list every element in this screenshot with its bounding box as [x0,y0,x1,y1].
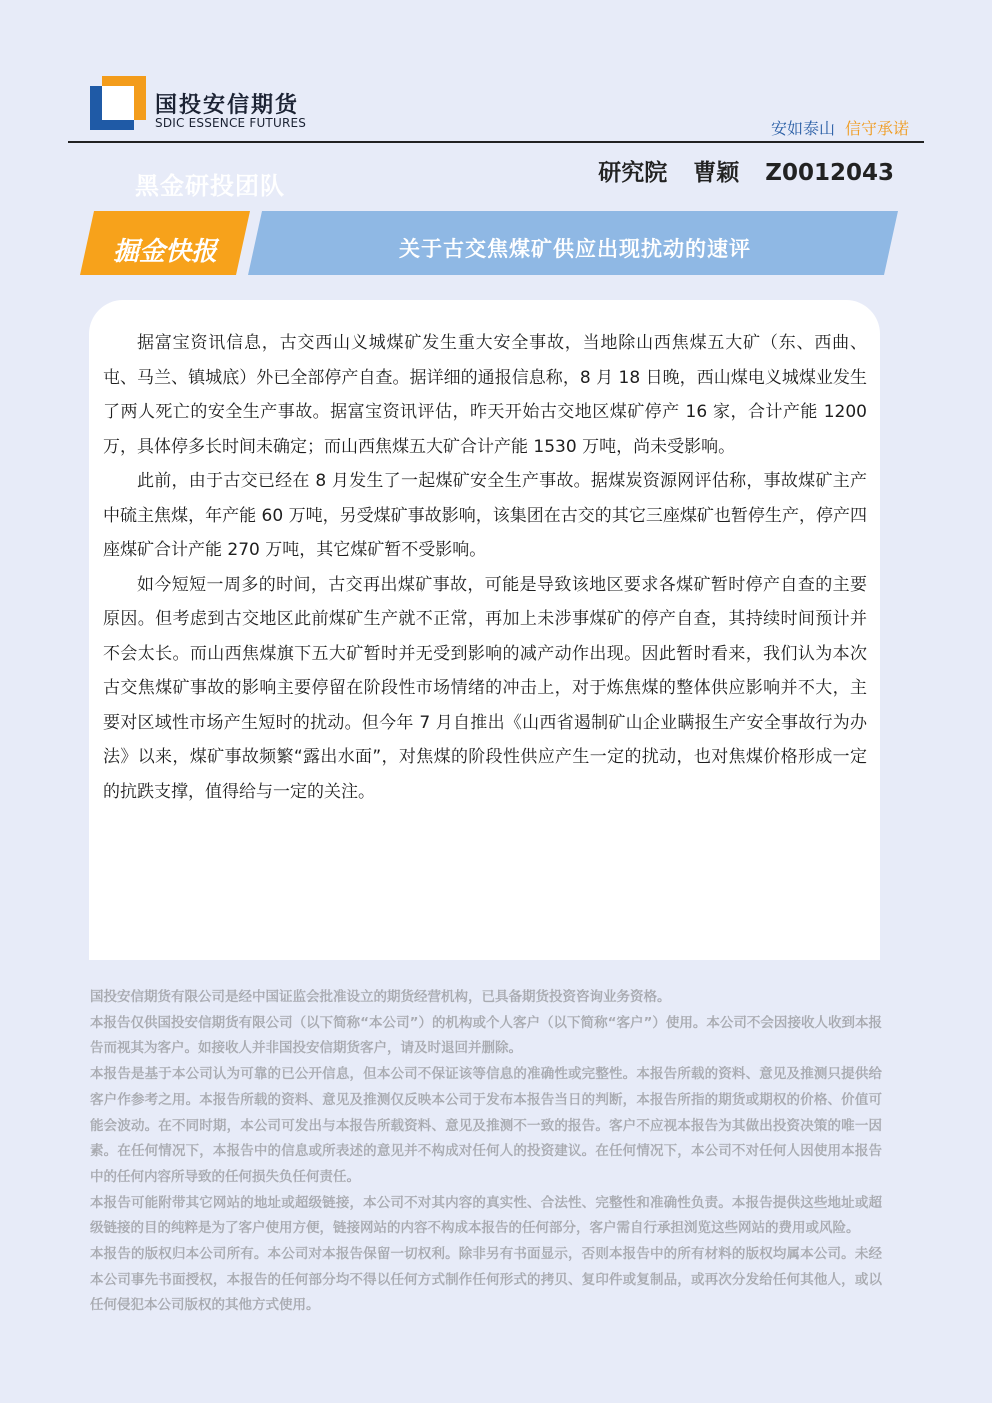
license-number: Z0012043 [765,160,894,186]
body-paragraph: 如今短短一周多的时间，古交再出煤矿事故，可能是导致该地区要求各煤矿暂时停产自查的主要原因。但考虑到古交地区此前煤矿生产就不正常，再加上未涉事煤矿的停产自查，其持续时间预计并不会太长。而山西焦煤旗下五大矿暂时并无受到影响的减产动作出现。因此暂时看来，我们认为本次古交焦煤矿事故的影响主要停留在阶段性市场情绪的冲击上，对于炼焦煤的整体供应影响并不大，主要对区域性市场产生短时的扰动。但今年 7 月自推出《山西省遏制矿山企业瞒报生产安全事故行为办法》以来，煤矿事故频繁“露出水面”，对焦煤的阶段性供应产生一定的扰动，也对焦煤价格形成一定的抗跌支撑，值得给与一定的关注。 [103,574,867,802]
slogan-part-2: 信守承诺 [844,119,909,138]
author-name: 曹颖 [693,160,740,186]
disclaimer [90,985,882,1319]
body-paragraph: 据富宝资讯信息，古交西山义城煤矿发生重大安全事故，当地除山西焦煤五大矿（东、西曲、屯、马兰、镇城底）外已全部停产自查。据详细的通报信息称，8 月 18 日晚，西山煤电义城煤业发生了两人死亡的安全生产事故。据富宝资讯评估，昨天开始古交地区煤矿停产 16 家，合计产能 1200 万，具体停多长时间未确定；而山西焦煤五大矿合计产能 1530 万吨，尚未受影响。 [103,333,867,457]
body-paragraph: 此前，由于古交已经在 8 月发生了一起煤矿安全生产事故。据煤炭资源网评估称，事故煤矿主产中硫主焦煤，年产能 60 万吨，另受煤矿事故影响，该集团在古交的其它三座煤矿也暂停生产，停产四座煤矿合计产能 270 万吨，其它煤矿暂不受影响。 [103,471,867,560]
team-name: 黑金研投团队 [135,172,285,200]
header-divider [68,141,924,143]
disclaimer-paragraph: 本报告仅供国投安信期货有限公司（以下简称“本公司”）的机构或个人客户（以下简称“客户”）使用。本公司不会因接收人收到本报告而视其为客户。如接收人并非国投安信期货客户，请及时退回并删除。 [90,1014,882,1057]
disclaimer-paragraph: 本报告的版权归本公司所有。本公司对本报告保留一切权利。除非另有书面显示，否则本报告中的所有材料的版权均属本公司。未经本公司事先书面授权，本报告的任何部分均不得以任何方式制作任何形式的拷贝、复印件或复制品，或再次分发给任何其他人，或以任何侵犯本公司版权的其他方式使用。 [90,1246,882,1314]
disclaimer-paragraph: 本报告是基于本公司认为可靠的已公开信息，但本公司不保证该等信息的准确性或完整性。本报告所载的资料、意见及推测只提供给客户作参考之用。本报告所载的资料、意见及推测仅反映本公司于发布本报告当日的判断，本报告所指的期货或期权的价格、价值可能会波动。在不同时期，本公司可发出与本报告所载资料、意见及推测不一致的报告。客户不应视本报告为其做出投资决策的唯一因素。在任何情况下，本报告中的信息或所表述的意见并不构成对任何人的投资建议。在任何情况下，本公司不对任何人因使用本报告中的任何内容所导致的任何损失负任何责任。 [90,1066,882,1185]
author-line [598,154,894,187]
banner-tag: 掘金快报 [113,237,218,267]
slogan [771,116,909,139]
brand-name-en: SDIC ESSENCE FUTURES [155,116,307,130]
slogan-part-1: 安如泰山 [770,119,835,138]
report-body [103,326,867,809]
report-title: 关于古交焦煤矿供应出现扰动的速评 [399,237,751,261]
company-logo-icon [90,76,146,130]
brand-name-cn: 国投安信期货 [155,93,300,118]
disclaimer-paragraph: 本报告可能附带其它网站的地址或超级链接，本公司不对其内容的真实性、合法性、完整性和准确性负责。本报告提供这些地址或超级链接的目的纯粹是为了客户使用方便，链接网站的内容不构成本报告的任何部分，客户需自行承担浏览这些网站的费用或风险。 [90,1194,882,1237]
department: 研究院 [598,160,668,186]
disclaimer-paragraph: 国投安信期货有限公司是经中国证监会批准设立的期货经营机构，已具备期货投资咨询业务资格。 [90,989,671,1005]
